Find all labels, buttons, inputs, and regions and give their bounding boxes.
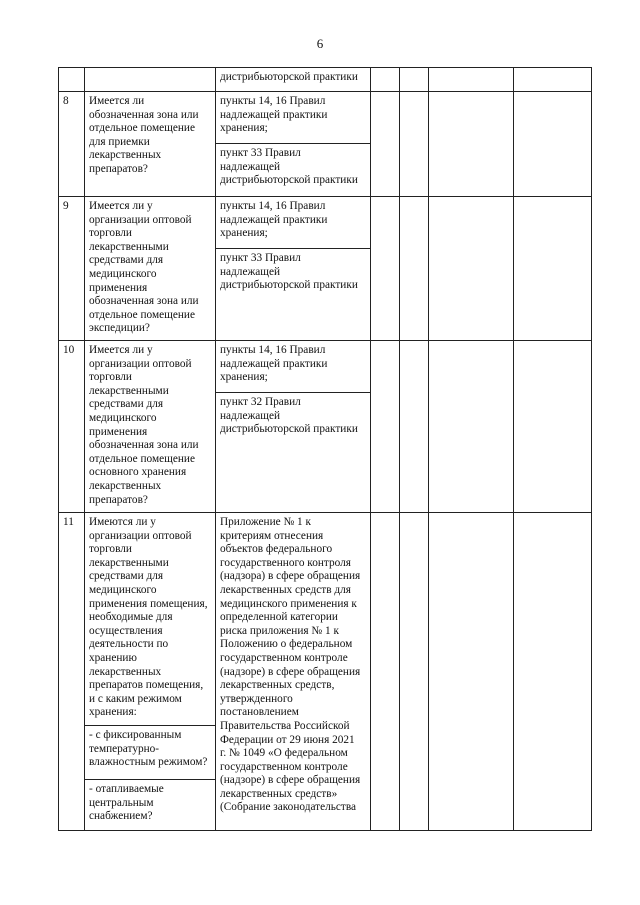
question-cell: Имеются ли у организации оптовой торговли лекарственными средствами для медицинского применения помещения, необходимые для осуществления деятельности по хранению лекарственных препаратов помещения, и с каким режимом хранения: xyxy=(85,513,216,726)
table-row xyxy=(59,197,592,249)
note-cell xyxy=(514,513,592,831)
requirement-cell: дистрибьюторской практики xyxy=(216,68,371,92)
answer-no-cell xyxy=(400,197,429,341)
question-cell: Имеется ли обозначенная зона или отдельное помещение для приемки лекарственных препаратов? xyxy=(85,92,216,197)
requirement-cell: пункты 14, 16 Правил надлежащей практики хранения; xyxy=(216,341,371,393)
answer-yes-cell xyxy=(371,513,400,831)
not-applicable-cell xyxy=(429,513,514,831)
question-cell: Имеется ли у организации оптовой торговли лекарственными средствами для медицинского применения обозначенная зона или отдельное помещение основного хранения лекарственных препаратов? xyxy=(85,341,216,513)
not-applicable-cell xyxy=(429,92,514,197)
requirement-cell: Приложение № 1 к критериям отнесения объектов федерального государственного контроля (надзора) в сфере обращения лекарственных средств для медицинского применения к определенной категории риска приложения № 1 к Положению о федеральном государственном контроле (надзоре) в сфере обращения лекарственных средств, утвержденного постановлением Правительства Российской Федерации от 29 июня 2021 г. № 1049 «О федеральном государственном контроле (надзоре) в сфере обращения лекарственных средств» (Собрание законодательства xyxy=(216,513,371,831)
row-number-cell: 11 xyxy=(59,513,85,831)
answer-yes-cell xyxy=(371,341,400,513)
requirement-cell: пункт 33 Правил надлежащей дистрибьюторской практики xyxy=(216,249,371,341)
note-cell xyxy=(514,68,592,92)
question-cell xyxy=(85,68,216,92)
note-cell xyxy=(514,197,592,341)
requirement-cell: пункты 14, 16 Правил надлежащей практики хранения; xyxy=(216,92,371,144)
requirement-cell: пункт 33 Правил надлежащей дистрибьюторской практики xyxy=(216,144,371,197)
requirement-cell: пункты 14, 16 Правил надлежащей практики хранения; xyxy=(216,197,371,249)
row-number-cell: 9 xyxy=(59,197,85,341)
table-row xyxy=(59,513,592,726)
answer-yes-cell xyxy=(371,197,400,341)
table-row xyxy=(59,92,592,144)
note-cell xyxy=(514,92,592,197)
table-row xyxy=(59,341,592,393)
sub-question-cell: - отапливаемые центральным снабжением? xyxy=(85,780,216,831)
table-row xyxy=(59,68,592,92)
answer-yes-cell xyxy=(371,92,400,197)
not-applicable-cell xyxy=(429,68,514,92)
page-number: 6 xyxy=(316,36,324,51)
answer-no-cell xyxy=(400,341,429,513)
not-applicable-cell xyxy=(429,341,514,513)
sub-question-cell: - с фиксированным температурно- влажностным режимом? xyxy=(85,726,216,780)
not-applicable-cell xyxy=(429,197,514,341)
checklist-table xyxy=(58,67,592,831)
answer-yes-cell xyxy=(371,68,400,92)
row-number-cell: 8 xyxy=(59,92,85,197)
row-number-cell xyxy=(59,68,85,92)
answer-no-cell xyxy=(400,92,429,197)
question-cell: Имеется ли у организации оптовой торговли лекарственными средствами для медицинского применения обозначенная зона или отдельное помещение экспедиции? xyxy=(85,197,216,341)
note-cell xyxy=(514,341,592,513)
row-number-cell: 10 xyxy=(59,341,85,513)
answer-no-cell xyxy=(400,513,429,831)
requirement-cell: пункт 32 Правил надлежащей дистрибьюторской практики xyxy=(216,393,371,513)
answer-no-cell xyxy=(400,68,429,92)
